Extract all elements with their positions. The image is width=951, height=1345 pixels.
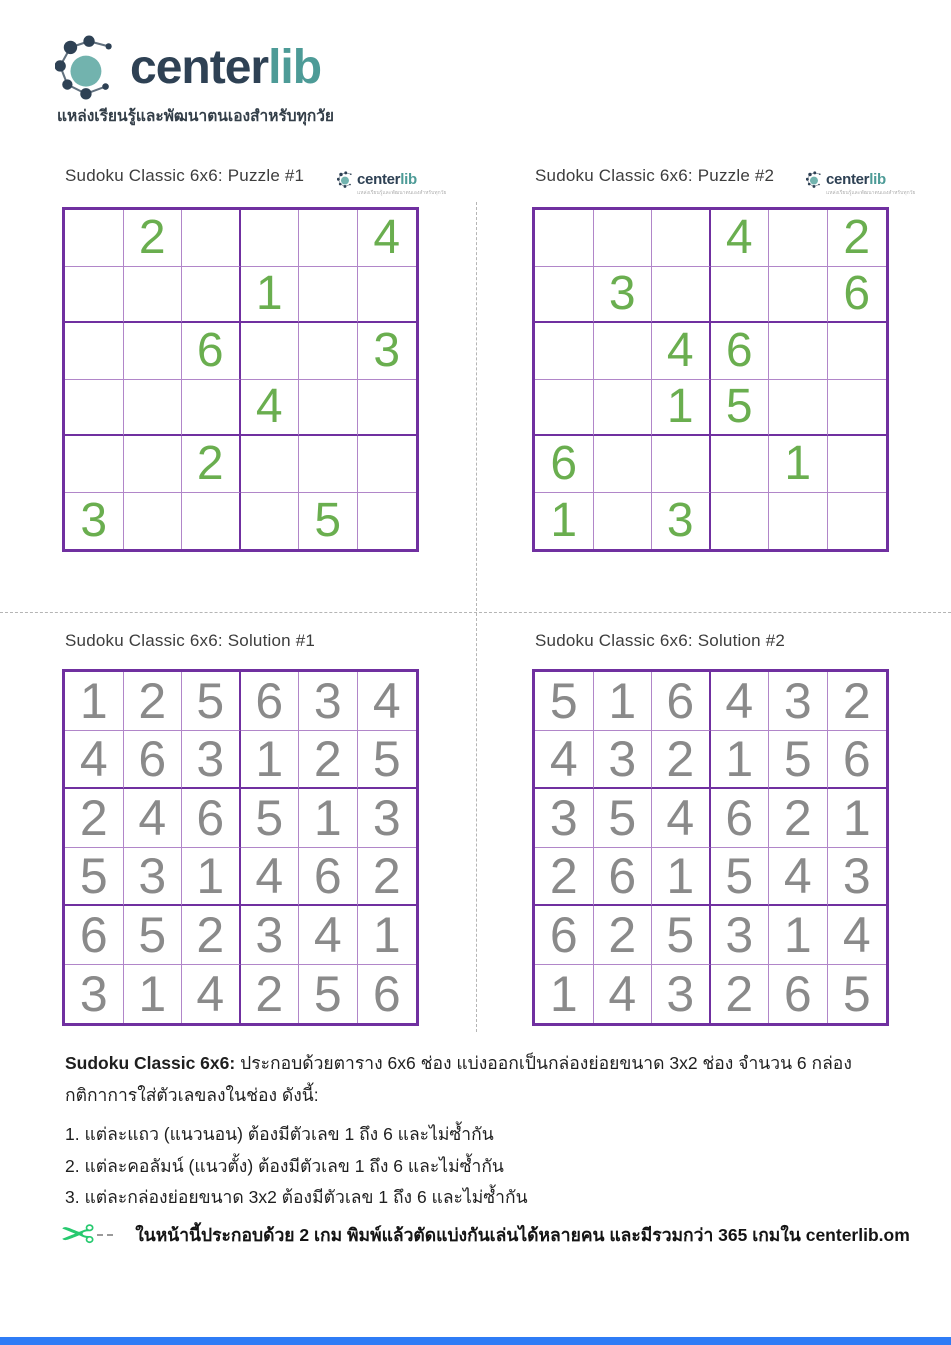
solution-1-grid xyxy=(62,669,419,1026)
horizontal-dashed-divider xyxy=(0,612,951,613)
sudoku-cell xyxy=(594,493,653,550)
sudoku-cell xyxy=(652,210,711,267)
sudoku-cell: 6 xyxy=(182,789,241,848)
sudoku-cell xyxy=(299,267,358,324)
sudoku-cell: 1 xyxy=(358,906,417,965)
sudoku-cell: 4 xyxy=(182,965,241,1024)
sudoku-cell: 2 xyxy=(652,731,711,790)
sudoku-cell: 6 xyxy=(535,436,594,493)
sudoku-cell: 4 xyxy=(652,789,711,848)
sudoku-cell: 4 xyxy=(358,210,417,267)
sudoku-cell: 3 xyxy=(65,493,124,550)
mini-centerlib-logo-icon xyxy=(337,171,354,188)
sudoku-cell: 3 xyxy=(828,848,887,907)
sudoku-cell: 6 xyxy=(372,965,401,1022)
sudoku-cell xyxy=(124,380,183,437)
mini-centerlib-logo xyxy=(337,171,447,197)
sudoku-cell: 5 xyxy=(535,672,594,731)
sudoku-cell: 4 xyxy=(241,848,300,907)
sudoku-cell xyxy=(65,210,124,267)
sudoku-cell xyxy=(65,380,124,437)
sudoku-cell: 3 xyxy=(182,731,241,790)
sudoku-cell xyxy=(241,436,300,493)
mini-logo-tagline: แหล่งเรียนรู้และพัฒนาตนเองสำหรับทุกวัย xyxy=(826,190,916,196)
vertical-dashed-divider xyxy=(476,202,477,1032)
sudoku-cell: 4 xyxy=(652,323,711,380)
sudoku-cell: 5 xyxy=(241,789,300,848)
sudoku-cell: 3 xyxy=(594,267,653,324)
sudoku-cell xyxy=(124,493,183,550)
sudoku-cell: 2 xyxy=(124,672,183,731)
sudoku-cell: 4 xyxy=(299,906,358,965)
sudoku-cell xyxy=(182,380,241,437)
sudoku-cell xyxy=(828,323,887,380)
sudoku-cell: 5 xyxy=(65,848,124,907)
logo-tagline: แหล่งเรียนรู้และพัฒนาตนเองสำหรับทุกวัย xyxy=(57,108,335,125)
sudoku-cell: 4 xyxy=(594,965,653,1024)
bottom-progress-bar xyxy=(0,1337,951,1345)
scissors-icon: ✂ xyxy=(60,1211,96,1258)
sudoku-cell xyxy=(182,210,241,267)
cut-line-dashes xyxy=(97,1234,113,1236)
sudoku-cell: 5 xyxy=(842,965,871,1022)
mini-centerlib-logo-text: centerlib xyxy=(826,171,886,188)
sudoku-cell xyxy=(594,380,653,437)
sudoku-cell: 1 xyxy=(652,848,711,907)
mini-centerlib-logo-text: centerlib xyxy=(357,171,417,188)
sudoku-cell: 3 xyxy=(124,848,183,907)
sudoku-cell: 1 xyxy=(535,965,594,1024)
mini-logo-tagline: แหล่งเรียนรู้และพัฒนาตนเองสำหรับทุกวัย xyxy=(357,190,447,196)
solution-1-title: Sudoku Classic 6x6: Solution #1 xyxy=(65,631,316,650)
sudoku-cell xyxy=(124,436,183,493)
sudoku-cell: 5 xyxy=(711,848,770,907)
sudoku-cell: 5 xyxy=(124,906,183,965)
rules-lead: Sudoku Classic 6x6: xyxy=(65,1053,236,1073)
sudoku-cell xyxy=(652,267,711,324)
sudoku-cell: 4 xyxy=(124,789,183,848)
sudoku-cell: 5 xyxy=(652,906,711,965)
sudoku-cell xyxy=(299,380,358,437)
sudoku-cell: 4 xyxy=(241,380,300,437)
sudoku-cell: 5 xyxy=(182,672,241,731)
rule-item-1: 1. แต่ละแถว (แนวนอน) ต้องมีตัวเลข 1 ถึง 6 และไม่ซ้ำกัน xyxy=(65,1123,494,1144)
sudoku-cell: 5 xyxy=(769,731,828,790)
sudoku-cell: 6 xyxy=(652,672,711,731)
sudoku-cell: 3 xyxy=(652,493,711,550)
sudoku-cell: 6 xyxy=(711,323,770,380)
sudoku-cell: 2 xyxy=(535,848,594,907)
puzzle-2-title: Sudoku Classic 6x6: Puzzle #2 xyxy=(535,166,775,185)
sudoku-cell xyxy=(124,323,183,380)
rule-item-3: 3. แต่ละกล่องย่อยขนาด 3x2 ต้องมีตัวเลข 1 ถึง 6 และไม่ซ้ำกัน xyxy=(65,1187,528,1208)
rule-item-2: 2. แต่ละคอลัมน์ (แนวตั้ง) ต้องมีตัวเลข 1 ถึง 6 และไม่ซ้ำกัน xyxy=(65,1155,504,1176)
sudoku-cell: 1 xyxy=(241,731,300,790)
sudoku-cell: 1 xyxy=(711,731,770,790)
solution-2-title: Sudoku Classic 6x6: Solution #2 xyxy=(535,631,786,650)
sudoku-cell: 2 xyxy=(358,848,417,907)
sudoku-cell: 6 xyxy=(65,906,124,965)
sudoku-cell: 2 xyxy=(182,906,241,965)
puzzle-2-grid xyxy=(532,207,889,552)
sudoku-cell: 1 xyxy=(769,436,828,493)
sudoku-cell: 5 xyxy=(299,965,358,1024)
rules-description xyxy=(65,1048,905,1214)
sudoku-cell xyxy=(358,436,417,493)
sudoku-cell xyxy=(65,436,124,493)
sudoku-cell: 5 xyxy=(299,493,358,550)
sudoku-cell: 1 xyxy=(594,672,653,731)
sudoku-cell: 6 xyxy=(299,848,358,907)
sudoku-cell: 2 xyxy=(299,731,358,790)
sudoku-cell: 3 xyxy=(65,965,124,1024)
sudoku-cell xyxy=(828,436,887,493)
sudoku-cell: 5 xyxy=(358,731,417,790)
solution-2-grid xyxy=(532,669,889,1026)
sudoku-cell xyxy=(535,380,594,437)
mini-centerlib-logo xyxy=(806,171,916,197)
sudoku-cell: 6 xyxy=(594,848,653,907)
sudoku-cell: 3 xyxy=(652,965,711,1024)
sudoku-cell xyxy=(124,267,183,324)
sudoku-cell: 2 xyxy=(828,210,887,267)
sudoku-cell: 4 xyxy=(711,210,770,267)
sudoku-cell xyxy=(769,380,828,437)
sudoku-cell xyxy=(594,436,653,493)
puzzle-1-grid xyxy=(62,207,419,552)
sudoku-cell: 6 xyxy=(828,267,887,324)
sudoku-cell xyxy=(769,323,828,380)
sudoku-cell: 6 xyxy=(769,965,828,1024)
sudoku-cell: 1 xyxy=(828,789,887,848)
sudoku-cell xyxy=(299,210,358,267)
sudoku-cell: 1 xyxy=(65,672,124,731)
sudoku-cell: 4 xyxy=(828,906,887,965)
sudoku-cell xyxy=(241,493,300,550)
rules-intro-line: Sudoku Classic 6x6: ประกอบด้วยตาราง 6x6 ช่อง แบ่งออกเป็นกล่องย่อยขนาด 3x2 ช่อง จำนวน 6 กล่อง xyxy=(65,1053,852,1073)
sudoku-cell xyxy=(535,267,594,324)
sudoku-cell: 2 xyxy=(65,789,124,848)
sudoku-cell: 2 xyxy=(828,672,887,731)
sudoku-cell: 1 xyxy=(241,267,300,324)
puzzle-1-title: Sudoku Classic 6x6: Puzzle #1 xyxy=(65,166,305,185)
sudoku-cell: 4 xyxy=(358,672,417,731)
sudoku-cell: 5 xyxy=(711,380,770,437)
sudoku-cell: 1 xyxy=(535,493,594,550)
sudoku-cell: 3 xyxy=(769,672,828,731)
centerlib-logo-text: centerlib xyxy=(130,40,322,94)
sudoku-cell: 6 xyxy=(124,731,183,790)
sudoku-cell: 3 xyxy=(299,672,358,731)
sudoku-cell: 1 xyxy=(299,789,358,848)
sudoku-cell xyxy=(299,323,358,380)
sudoku-cell: 2 xyxy=(711,965,770,1024)
sudoku-cell: 4 xyxy=(65,731,124,790)
sudoku-cell: 2 xyxy=(594,906,653,965)
sudoku-cell: 6 xyxy=(535,906,594,965)
sudoku-cell xyxy=(65,267,124,324)
sudoku-cell xyxy=(711,267,770,324)
sudoku-cell: 2 xyxy=(241,965,300,1024)
sudoku-cell: 1 xyxy=(182,848,241,907)
sudoku-cell: 3 xyxy=(535,789,594,848)
sudoku-cell xyxy=(652,436,711,493)
sudoku-cell: 4 xyxy=(711,672,770,731)
sudoku-cell xyxy=(241,210,300,267)
sudoku-cell xyxy=(241,323,300,380)
sudoku-cell: 6 xyxy=(828,731,887,790)
sudoku-cell xyxy=(535,323,594,380)
centerlib-logo xyxy=(55,34,334,128)
sudoku-cell xyxy=(358,380,417,437)
mini-centerlib-logo-icon xyxy=(806,171,823,188)
sudoku-cell xyxy=(769,493,828,550)
sudoku-cell: 1 xyxy=(124,965,183,1024)
sudoku-cell: 1 xyxy=(769,906,828,965)
sudoku-cell xyxy=(828,380,887,437)
sudoku-cell xyxy=(535,210,594,267)
rules-subtitle: กติกาการใส่ตัวเลขลงในช่อง ดังนี้: xyxy=(65,1084,319,1105)
sudoku-cell: 3 xyxy=(594,731,653,790)
sudoku-cell: 1 xyxy=(652,380,711,437)
sudoku-cell: 5 xyxy=(594,789,653,848)
sudoku-cell xyxy=(299,436,358,493)
sudoku-cell xyxy=(594,210,653,267)
sudoku-cell xyxy=(711,493,770,550)
sudoku-cell xyxy=(769,267,828,324)
centerlib-logo-icon xyxy=(55,34,121,100)
sudoku-cell: 2 xyxy=(182,436,241,493)
sudoku-cell xyxy=(828,493,887,550)
sudoku-cell: 4 xyxy=(535,731,594,790)
sudoku-cell xyxy=(65,323,124,380)
sudoku-cell xyxy=(358,493,417,550)
sudoku-cell: 6 xyxy=(711,789,770,848)
sudoku-cell: 2 xyxy=(124,210,183,267)
sudoku-cell: 3 xyxy=(241,906,300,965)
sudoku-cell xyxy=(769,210,828,267)
sudoku-cell: 3 xyxy=(358,323,417,380)
sudoku-cell xyxy=(182,267,241,324)
sudoku-cell: 6 xyxy=(182,323,241,380)
sudoku-cell xyxy=(711,436,770,493)
footer-note-text: ในหน้านี้ประกอบด้วย 2 เกม พิมพ์แล้วตัดแบ่งกันเล่นได้หลายคน และมีรวมกว่า 365 เกมใน centerlib.om xyxy=(135,1225,910,1245)
sudoku-cell: 3 xyxy=(358,789,417,848)
sudoku-cell xyxy=(182,493,241,550)
sudoku-cell: 3 xyxy=(711,906,770,965)
sudoku-cell: 4 xyxy=(769,848,828,907)
sudoku-cell xyxy=(594,323,653,380)
sudoku-cell: 2 xyxy=(769,789,828,848)
sudoku-cell xyxy=(358,267,417,324)
sudoku-cell: 6 xyxy=(241,672,300,731)
footer-note-row xyxy=(60,1211,910,1258)
